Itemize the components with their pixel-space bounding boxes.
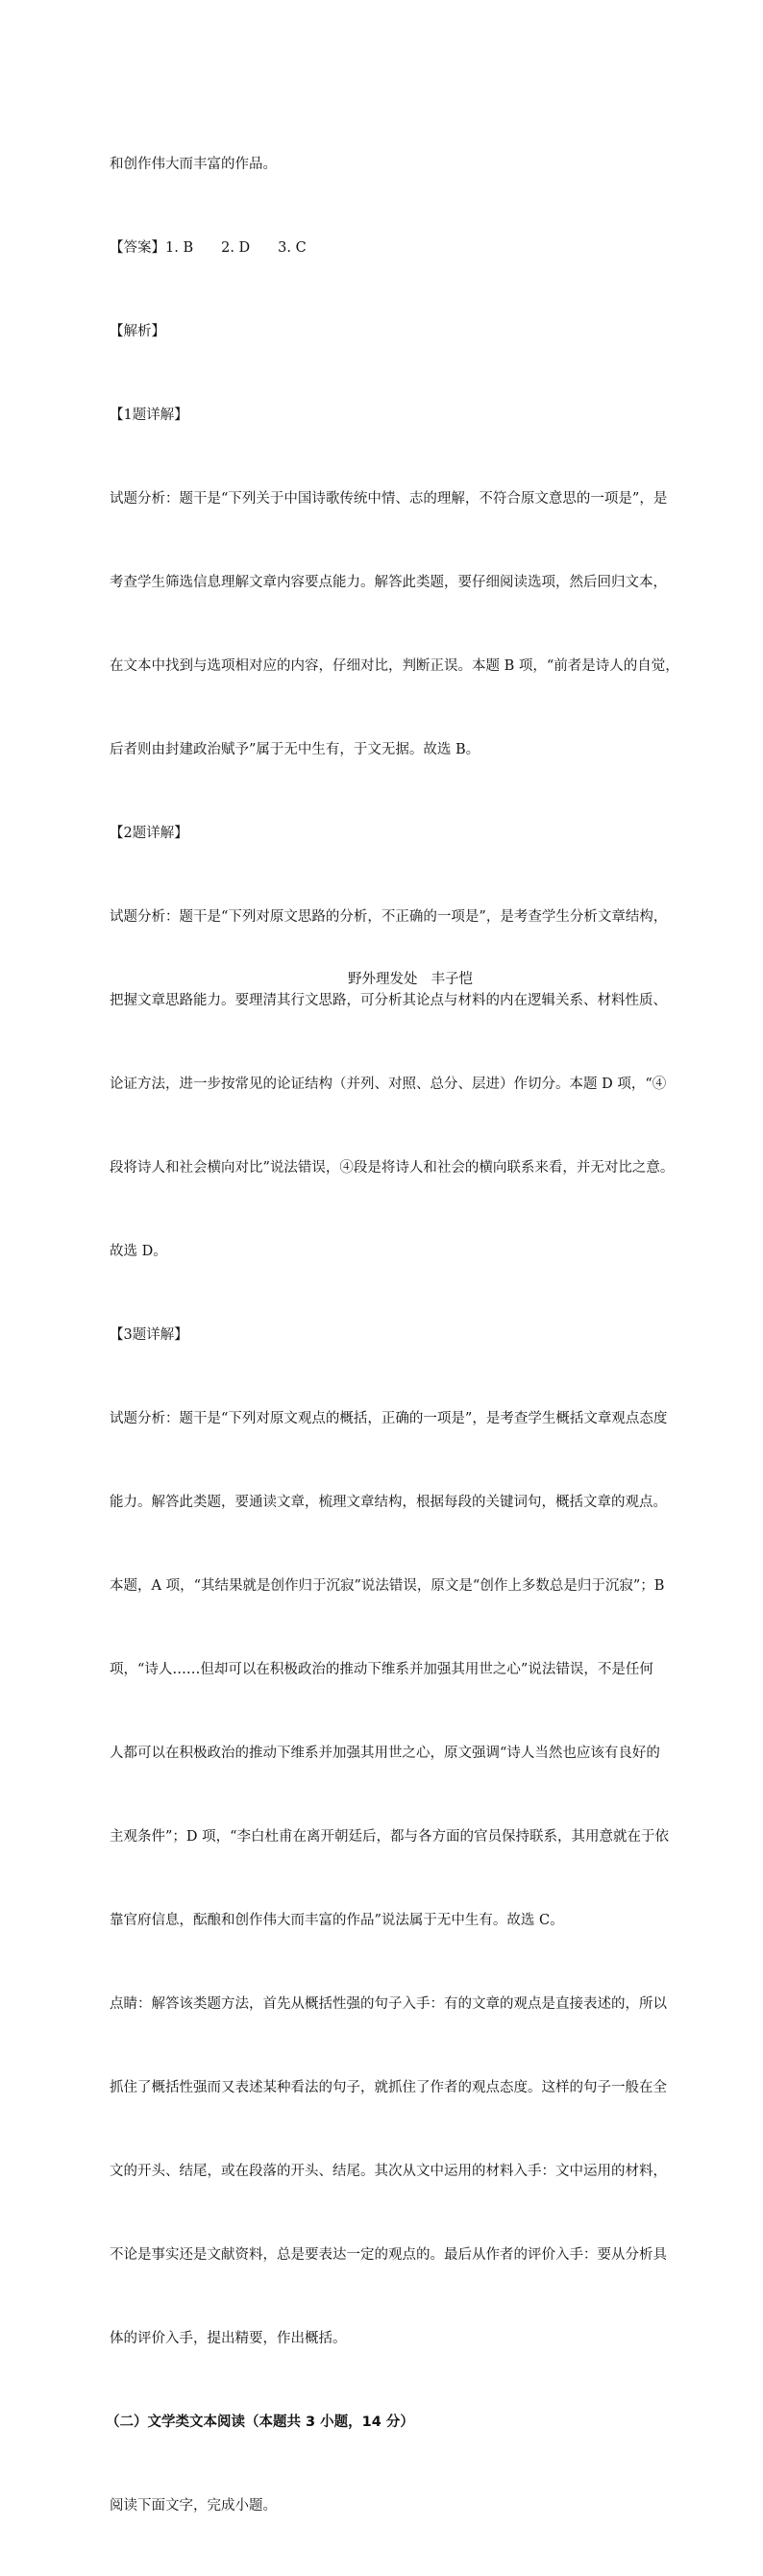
text-line: 靠官府信息，酝酿和创作伟大而丰富的作品”说法属于无中生有。故选 C。: [110, 1913, 564, 1928]
article-title-line: [0, 966, 763, 994]
text-line: 论证方法，进一步按常见的论证结构（并列、对照、总分、层进）作切分。本题 D 项，“④: [110, 1077, 667, 1092]
text-line: 和创作伟大而丰富的作品。: [110, 157, 277, 172]
text-line: 试题分析：题干是“下列对原文思路的分析，不正确的一项是”，是考查学生分析文章结构，: [110, 909, 668, 925]
question-2-heading: 【2题详解】: [110, 826, 188, 841]
section-heading: （二）文学类文本阅读（本题共 3 小题，14 分）: [106, 2415, 414, 2430]
text-line: 后者则由封建政治赋予”属于无中生有，于文无据。故选 B。: [110, 742, 480, 757]
question-1-heading: 【1题详解】: [110, 408, 188, 423]
answer-explanation-body: [106, 95, 679, 2576]
text-line: 人都可以在积极政治的推动下维系并加强其用世之心，原文强调“诗人当然也应该有良好的: [110, 1746, 660, 1761]
tip-line: 点睛：解答该类题方法，首先从概括性强的句子入手：有的文章的观点是直接表述的，所以: [110, 1996, 667, 2012]
answer-line: 【答案】1. B 2. D 3. C: [110, 240, 307, 256]
text-line: 试题分析：题干是“下列关于中国诗歌传统中情、志的理解，不符合原文意思的一项是”，是: [110, 491, 668, 507]
text-line: 抓住了概括性强而又表述某种看法的句子，就抓住了作者的观点态度。这样的句子一般在全: [110, 2080, 667, 2095]
text-line: 故选 D。: [110, 1244, 167, 1259]
text-line: 考查学生筛选信息理解文章内容要点能力。解答此类题，要仔细阅读选项，然后回归文本，: [110, 575, 667, 590]
text-line: 能力。解答此类题，要通读文章，梳理文章结构，根据每段的关键词句，概括文章的观点。: [110, 1495, 667, 1510]
text-line: 不论是事实还是文献资料，总是要表达一定的观点的。最后从作者的评价入手：要从分析具: [110, 2247, 667, 2263]
text-line: 体的评价入手，提出精要，作出概括。: [110, 2331, 347, 2346]
text-line: 试题分析：题干是“下列对原文观点的概括，正确的一项是”，是考查学生概括文章观点态度: [110, 1411, 668, 1426]
text-line: 文的开头、结尾，或在段落的开头、结尾。其次从文中运用的材料入手：文中运用的材料，: [110, 2164, 667, 2179]
article-title: 野外理发处: [348, 972, 418, 987]
instruction-text: 阅读下面文字，完成小题。: [110, 2498, 277, 2514]
text-line: 项，“诗人……但却可以在积极政治的推动下维系并加强其用世之心”说法错误，不是任何: [110, 1662, 653, 1677]
text-line: 本题，A 项，“其结果就是创作归于沉寂”说法错误，原文是“创作上多数总是归于沉寂”；B: [110, 1578, 665, 1594]
text-line: 段将诗人和社会横向对比”说法错误，④段是将诗人和社会的横向联系来看，并无对比之意。: [110, 1160, 675, 1176]
analysis-heading: 【解析】: [110, 324, 165, 339]
question-3-heading: 【3题详解】: [110, 1327, 188, 1343]
text-line: 在文本中找到与选项相对应的内容，仔细对比，判断正误。本题 B 项，“前者是诗人的自觉，: [110, 658, 679, 674]
text-line: 主观条件”；D 项，“李白杜甫在离开朝廷后，都与各方面的官员保持联系，其用意就在于依: [110, 1829, 670, 1845]
article-author: 丰子恺: [431, 972, 473, 987]
text-line: 把握文章思路能力。要理清其行文思路，可分析其论点与材料的内在逻辑关系、材料性质、: [110, 993, 667, 1008]
